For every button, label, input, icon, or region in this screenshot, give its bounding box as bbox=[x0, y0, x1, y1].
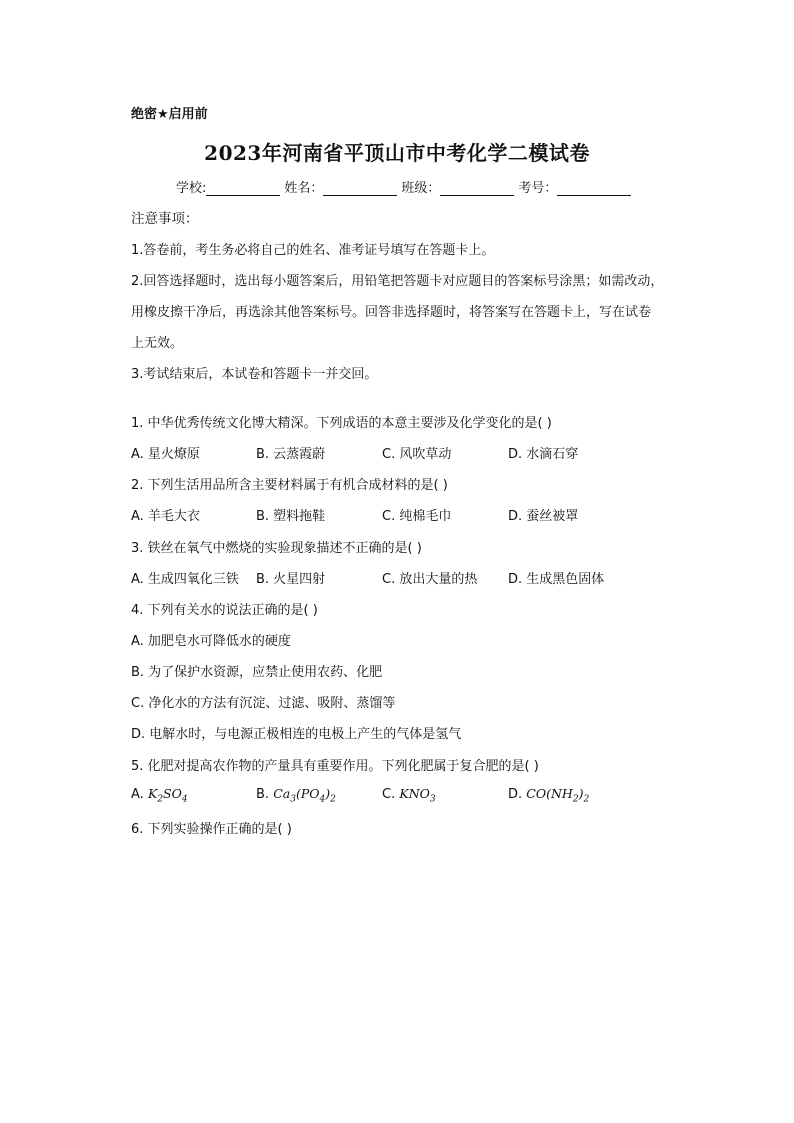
question-3-stem: 3. 铁丝在氧气中燃烧的实验现象描述不正确的是( ) bbox=[131, 541, 422, 556]
exam-number-field[interactable] bbox=[557, 181, 631, 196]
option-d[interactable]: D. 电解水时，与电源正极相连的电极上产生的气体是氢气 bbox=[131, 727, 462, 742]
option-a[interactable]: A. 生成四氧化三铁 bbox=[131, 572, 239, 587]
question-5-stem: 5. 化肥对提高农作物的产量具有重要作用。下列化肥属于复合肥的是( ) bbox=[131, 759, 539, 774]
formula-kno3: $KNO_3$ bbox=[399, 786, 436, 805]
school-field[interactable] bbox=[206, 181, 280, 196]
option-a[interactable]: A. 羊毛大衣 bbox=[131, 509, 200, 524]
name-field[interactable] bbox=[323, 181, 397, 196]
notice-line: 2.回答选择题时，选出每小题答案后，用铅笔把答题卡对应题目的答案标号涂黑；如需改动， bbox=[131, 274, 664, 289]
question-1-stem: 1. 中华优秀传统文化博大精深。下列成语的本意主要涉及化学变化的是( ) bbox=[131, 416, 552, 431]
option-letter: B. bbox=[256, 787, 270, 802]
option-c[interactable]: C. 净化水的方法有沉淀、过滤、吸附、蒸馏等 bbox=[131, 696, 396, 711]
option-a[interactable]: A. 星火燎原 bbox=[131, 447, 200, 462]
option-letter: C. bbox=[382, 787, 396, 802]
option-letter: A. bbox=[131, 787, 144, 802]
option-d[interactable]: D. 生成黑色固体 bbox=[508, 572, 605, 587]
option-d[interactable] bbox=[508, 786, 589, 805]
option-b[interactable]: B. 塑料拖鞋 bbox=[256, 509, 326, 524]
question-4-stem: 4. 下列有关水的说法正确的是( ) bbox=[131, 603, 318, 618]
formula-conh22: $CO(NH_2)_2$ bbox=[526, 786, 590, 805]
class-field[interactable] bbox=[440, 181, 514, 196]
formula-k2so4: $K_2SO_4$ bbox=[147, 786, 188, 805]
question-2-stem: 2. 下列生活用品所含主要材料属于有机合成材料的是( ) bbox=[131, 478, 448, 493]
page-title: 2023年河南省平顶山市中考化学二模试卷 bbox=[204, 141, 590, 165]
notice-line: 用橡皮擦干净后，再选涂其他答案标号。回答非选择题时，将答案写在答题卡上，写在试卷 bbox=[131, 305, 652, 320]
option-letter: D. bbox=[508, 787, 523, 802]
option-b[interactable]: B. 火星四射 bbox=[256, 572, 326, 587]
option-b[interactable] bbox=[256, 786, 336, 805]
option-c[interactable]: C. 风吹草动 bbox=[382, 447, 452, 462]
option-d[interactable]: D. 水滴石穿 bbox=[508, 447, 579, 462]
option-c[interactable]: C. 放出大量的热 bbox=[382, 572, 478, 587]
secret-label: 绝密★启用前 bbox=[131, 107, 208, 122]
class-label: 班级： bbox=[401, 181, 441, 196]
notice-line: 1.答卷前，考生务必将自己的姓名、准考证号填写在答题卡上。 bbox=[131, 243, 495, 258]
option-a[interactable] bbox=[131, 786, 188, 805]
notice-line: 上无效。 bbox=[131, 336, 184, 351]
school-label: 学校: bbox=[176, 181, 207, 196]
formula-ca3po42: $Ca_3(PO_4)_2$ bbox=[273, 786, 336, 805]
notice-heading: 注意事项： bbox=[131, 211, 199, 227]
question-6-stem: 6. 下列实验操作正确的是( ) bbox=[131, 822, 292, 837]
option-b[interactable]: B. 云蒸霞蔚 bbox=[256, 447, 326, 462]
exam-number-label: 考号： bbox=[518, 181, 558, 196]
option-a[interactable]: A. 加肥皂水可降低水的硬度 bbox=[131, 634, 291, 649]
option-c[interactable]: C. 纯棉毛巾 bbox=[382, 509, 452, 524]
option-c[interactable] bbox=[382, 786, 436, 805]
name-label: 姓名： bbox=[284, 181, 324, 196]
option-b[interactable]: B. 为了保护水资源，应禁止使用农药、化肥 bbox=[131, 665, 383, 680]
student-info-row bbox=[176, 177, 635, 196]
option-d[interactable]: D. 蚕丝被罩 bbox=[508, 509, 579, 524]
notice-line: 3.考试结束后，本试卷和答题卡一并交回。 bbox=[131, 367, 378, 382]
